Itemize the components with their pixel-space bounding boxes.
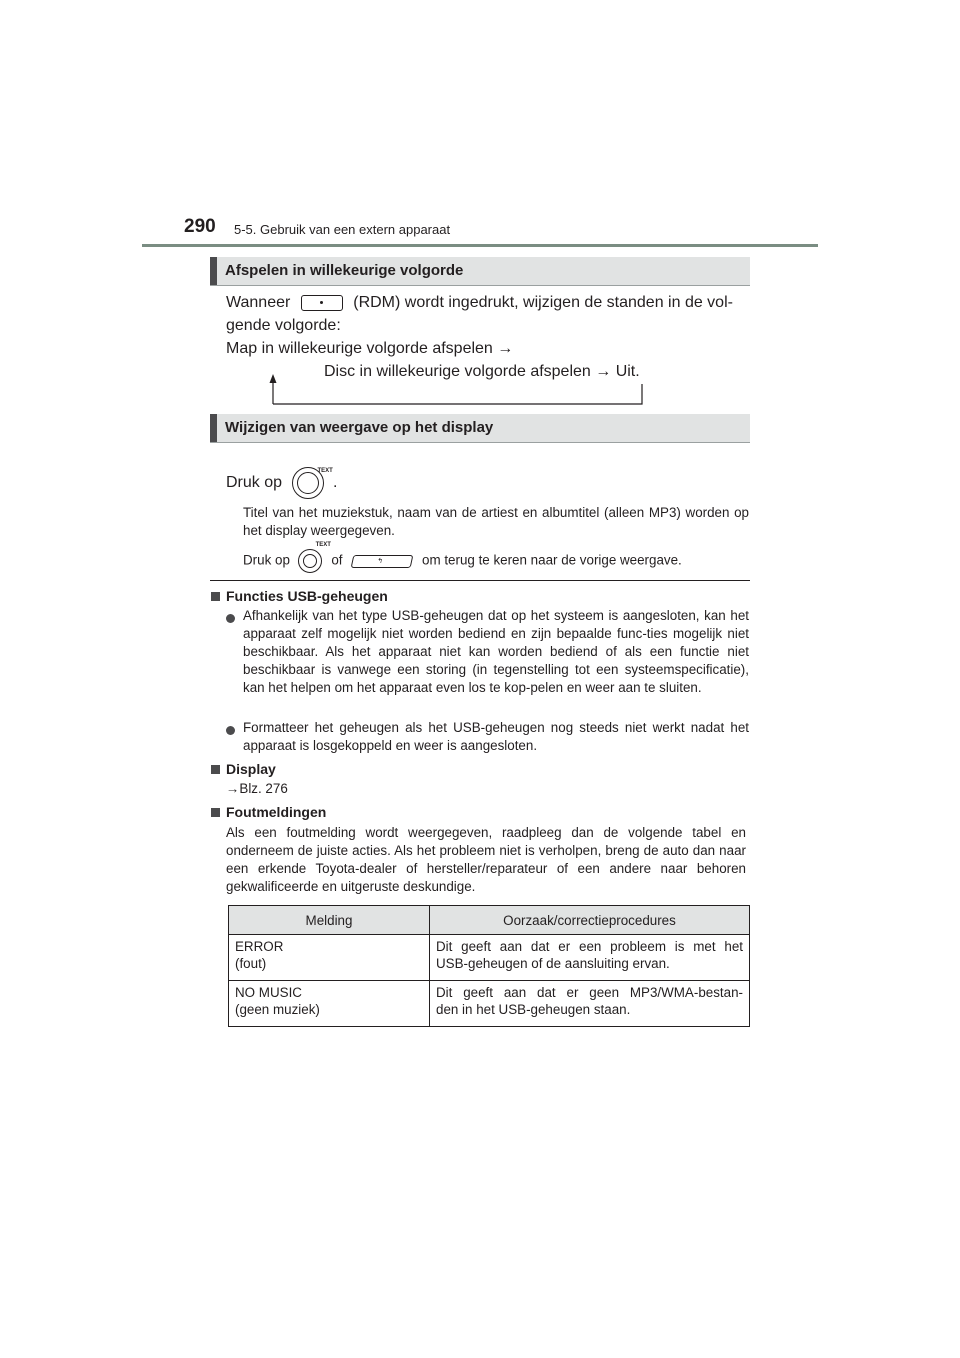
table-header-row [229,906,750,935]
back-text-start: Druk op [243,552,290,568]
cause-line: den in het USB-geheugen staan. [436,1002,631,1017]
text-knob-icon [292,467,333,499]
error-table [228,905,750,1027]
table-row [229,935,750,981]
round-bullet-icon [226,726,235,735]
intro-text-end: (RDM) wordt ingedrukt, wijzigen de standen in de vol- [353,294,733,311]
section-title: Wijzigen van weergave op het display [225,419,494,436]
press-period: . [332,474,338,492]
cause-line: USB-geheugen of de aansluiting ervan. [436,956,670,971]
back-instruction [243,542,753,573]
cause-line: Dit geeft aan dat er een probleem is met het [436,939,743,954]
table-row [229,981,750,1027]
message-translation: (geen muziek) [235,1002,320,1017]
usb-notes-heading [211,588,388,604]
page-number: 290 [184,216,216,237]
header-rule [142,244,818,247]
errors-notes-heading [211,804,326,820]
knob-label: TEXT [315,542,331,548]
intro-line2: gende volgorde: [226,317,341,334]
square-bullet-icon [211,592,220,601]
round-bullet-icon [226,614,235,623]
table-cell-message [229,935,430,981]
display-page-ref: →Blz. 276 [226,781,288,796]
press-text-instruction [226,467,337,499]
display-notes-title: Display [226,761,276,777]
message-translation: (fout) [235,956,267,971]
back-text-or: of [331,552,343,568]
back-text-end: om terug te keren naar de vorige weergave. [422,552,682,568]
square-bullet-icon [211,808,220,817]
section-title: Afspelen in willekeurige volgorde [225,262,464,279]
table-header-cause: Oorzaak/correctieprocedures [430,906,750,935]
knob-label: TEXT [317,468,333,474]
errors-intro: Als een foutmelding wordt weergegeven, raadpleeg dan de volgende tabel en onderneem de juiste acties. Als het probleem niet is verholpen, breng de auto dan naar een erkende Toyota-dealer of hersteller/reparateur of een andere naar behoren gekwalificeerde en uitgeruste deskundige. [226,825,746,894]
message-code: ERROR [235,939,284,954]
press-text: Druk op [226,474,283,492]
cause-line: Dit geeft aan dat er geen MP3/WMA-bestan- [436,985,743,1000]
errors-notes-title: Foutmeldingen [226,804,327,820]
intro-text-start: Wanneer [226,294,291,311]
usb-notes-title: Functies USB-geheugen [226,588,388,604]
rdm-button-icon [301,295,343,311]
sequence-line1: Map in willekeurige volgorde afspelen → [226,340,514,357]
display-notes-heading [211,761,276,777]
table-cell-message [229,981,430,1027]
sequence-line2: Disc in willekeurige volgorde afspelen → Uit. [324,363,640,380]
notes-rule [210,580,750,581]
chapter-title: 5-5. Gebruik van een extern apparaat [234,222,451,237]
section-heading-display [210,414,750,442]
table-cell-cause [430,981,750,1027]
table-cell-cause [430,935,750,981]
cycle-arrow-icon [262,374,652,408]
random-intro [226,291,756,314]
display-description: Titel van het muziekstuk, naam van de artiest en albumtitel (alleen MP3) worden op het display weergegeven. [243,505,749,538]
section-heading-random-play [210,257,750,285]
square-bullet-icon [211,765,220,774]
usb-note-2: Formatteer het geheugen als het USB-geheugen nog steeds niet werkt nadat het apparaat is losgekoppeld en weer is aangesloten. [243,720,749,753]
usb-note-1: Afhankelijk van het type USB-geheugen dat op het systeem is aangesloten, kan het apparaat zelf mogelijk niet worden bediend en zijn bepaalde func-ties mogelijk niet beschikbaar. Als het apparaat niet kan worden bediend of als een functie niet beschikbaar is vanwege een storing (in tegenstelling tot een systeemspecificatie), kan het helpen om het apparaat even los te kop-pelen en weer aan te sluiten. [243,608,749,695]
table-header-message: Melding [229,906,430,935]
text-knob-icon [298,542,331,573]
back-button-icon: ↰ [351,555,414,568]
message-code: NO MUSIC [235,985,302,1000]
